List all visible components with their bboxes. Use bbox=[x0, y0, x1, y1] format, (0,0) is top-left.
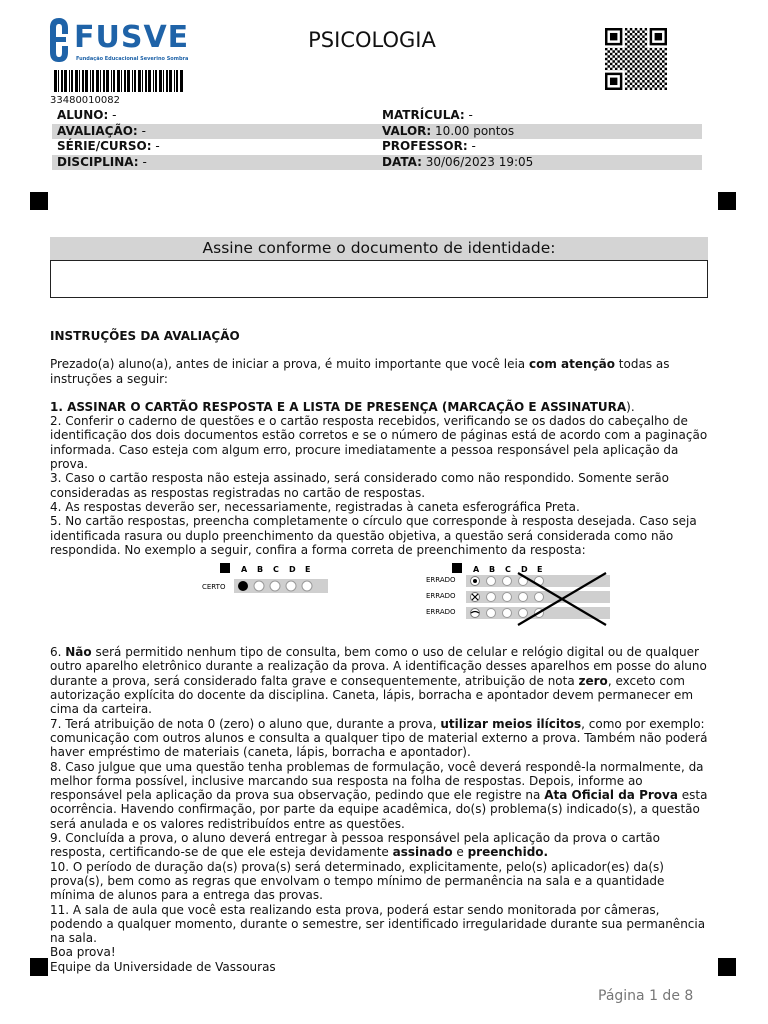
example-letter: D bbox=[521, 565, 528, 575]
course-label: SÉRIE/CURSO: bbox=[57, 139, 152, 153]
wrong-label: ERRADO bbox=[426, 608, 456, 617]
registration-value: - bbox=[468, 108, 473, 122]
registration-mark bbox=[30, 192, 48, 210]
course-value: - bbox=[155, 139, 160, 153]
subject-value: - bbox=[142, 154, 147, 169]
signoff-text: Equipe da Universidade de Vassouras bbox=[50, 959, 276, 974]
correct-label: CERTO bbox=[202, 583, 226, 592]
instruction-8: 8. Caso julgue que uma questão tenha problemas de formulação, você deverá respondê-la normalmente, da melhor forma possível, inclusive marcando sua resposta na folha de respostas. Depois, informe ao responsável pela aplicação da prova sua observação, pedindo que ele registre na Ata Oficial da Prova esta ocorrência. Havendo confirmação, por parte da equipe acadêmica, do(s) problema(s) indicado(s), a questão será anulada e os valores redistribuídos entre as questões. bbox=[50, 759, 708, 831]
evaluation-label: AVALIAÇÃO: bbox=[57, 123, 138, 138]
dot-mark bbox=[473, 579, 477, 583]
fusve-logo bbox=[48, 16, 188, 66]
date-label: DATA: bbox=[382, 154, 422, 169]
logo-wordmark: FUSVE bbox=[74, 20, 190, 55]
student-value: - bbox=[112, 108, 117, 122]
score-label: VALOR: bbox=[382, 123, 432, 138]
instruction-11: 11. A sala de aula que você esta realizando esta prova, poderá estar sendo monitorada por câmeras, podendo a qualquer momento, durante o semestre, ser identificado irregularidade durante sua permanência na sala. bbox=[50, 902, 706, 946]
barcode bbox=[54, 70, 186, 92]
fusve-logo-icon bbox=[48, 16, 70, 64]
example-letter: E bbox=[305, 565, 311, 575]
student-info-table bbox=[52, 108, 702, 170]
registration-mark bbox=[718, 192, 736, 210]
example-mark bbox=[220, 563, 230, 573]
logo-subtitle: Fundação Educacional Severino Sombra bbox=[76, 56, 189, 62]
signature-title: Assine conforme o documento de identidade: bbox=[50, 237, 708, 260]
registration-mark bbox=[718, 958, 736, 976]
instruction-10: 10. O período de duração da(s) prova(s) será determinado, explicitamente, pelo(s) aplicador(es) da(s) prova(s), bem como as regras que envolvam o tempo mínimo de permanência na sala e a quantidade mínima de alunos para a entrega das provas. bbox=[50, 859, 665, 903]
wrong-label: ERRADO bbox=[426, 576, 456, 585]
example-letter: C bbox=[273, 565, 279, 575]
professor-value: - bbox=[471, 139, 476, 153]
evaluation-value: - bbox=[141, 123, 146, 138]
wrong-example bbox=[426, 563, 612, 631]
empty-bubble bbox=[254, 581, 264, 591]
empty-bubble bbox=[286, 581, 296, 591]
example-letter: E bbox=[537, 565, 543, 575]
example-letter: A bbox=[473, 565, 480, 575]
page-number: Página 1 de 8 bbox=[598, 988, 694, 1004]
empty-bubble bbox=[302, 581, 312, 591]
instructions-heading: INSTRUÇÕES DA AVALIAÇÃO bbox=[50, 329, 240, 343]
example-letter: B bbox=[489, 565, 496, 575]
example-letter: D bbox=[289, 565, 296, 575]
instruction-2: 2. Conferir o caderno de questões e o cartão resposta recebidos, verificando se os dados do cabeçalho de identificação dos dois documentos estão corretos e se o número de páginas está de acordo com a paginação informada. Caso esteja com algum erro, procure imediatamente a pessoa responsável pela aplicação da prova. bbox=[50, 414, 708, 472]
instruction-5: 5. No cartão respostas, preencha completamente o círculo que corresponde à resposta desejada. Caso seja identificada rasura ou duplo preenchimento da questão objetiva, a questão será considerada como não respondida. No exemplo a seguir, confira a forma correta de preenchimento da resposta: bbox=[50, 514, 697, 557]
closing-text: Boa prova! bbox=[50, 945, 116, 960]
signature-box[interactable] bbox=[50, 260, 708, 298]
instruction-7: 7. Terá atribuição de nota 0 (zero) o aluno que, durante a prova, utilizar meios ilícitos, como por exemplo: comunicação com outros alunos e consulta a qualquer tipo de material externo a prova. Também não poderá haver empréstimo de materiais (caneta, lápis, borracha e apontador). bbox=[50, 716, 708, 760]
instructions-intro: Prezado(a) aluno(a), antes de iniciar a prova, é muito importante que você leia com atenção todas as instruções a seguir: bbox=[50, 357, 670, 386]
instruction-1: 1. ASSINAR O CARTÃO RESPOSTA E A LISTA DE PRESENÇA (MARCAÇÃO E ASSINATURA). bbox=[50, 399, 635, 414]
date-value: 30/06/2023 19:05 bbox=[425, 154, 534, 169]
instruction-6: 6. Não será permitido nenhum tipo de consulta, bem como o uso de celular e relógio digital ou de qualquer outro aparelho eletrônico durante a realização da prova. A identificação desses aparelhos em posse do aluno durante a prova, será considerado falta grave e consequentemente, atribuição de nota zero, exceto com autorização explícita do docente da disciplina. Caneta, lápis, borracha e apontador devem permanecer em cima da carteira. bbox=[50, 645, 707, 717]
info-row bbox=[52, 108, 702, 124]
correct-example bbox=[200, 563, 330, 597]
answer-example-figure bbox=[50, 559, 710, 633]
registration-label: MATRÍCULA: bbox=[382, 108, 465, 122]
page-title: PSICOLOGIA bbox=[308, 28, 436, 52]
info-row bbox=[52, 139, 702, 155]
example-mark bbox=[452, 563, 462, 573]
info-row bbox=[52, 155, 702, 171]
example-letter: B bbox=[257, 565, 264, 575]
answer-row-bg bbox=[234, 579, 328, 593]
instructions bbox=[50, 329, 710, 974]
registration-mark bbox=[30, 958, 48, 976]
student-label: ALUNO: bbox=[57, 108, 109, 122]
instruction-3: 3. Caso o cartão resposta não esteja assinado, será considerado como não respondido. Somente serão consideradas as respostas registradas no cartão de respostas. bbox=[50, 471, 669, 500]
wrong-label: ERRADO bbox=[426, 592, 456, 601]
example-letter: C bbox=[505, 565, 511, 575]
instruction-4: 4. As respostas deverão ser, necessariamente, registradas à caneta esferográfica Preta. bbox=[50, 499, 580, 514]
score-value: 10.00 pontos bbox=[435, 123, 515, 138]
filled-bubble bbox=[238, 581, 248, 591]
info-row bbox=[52, 124, 702, 140]
instruction-9: 9. Concluída a prova, o aluno deverá entregar à pessoa responsável pela aplicação da prova o cartão resposta, certificando-se de que ele esteja devidamente assinado e preenchido. bbox=[50, 831, 661, 860]
qr-code-icon bbox=[605, 28, 667, 90]
example-letter: A bbox=[241, 565, 248, 575]
subject-label: DISCIPLINA: bbox=[57, 154, 139, 169]
barcode-number: 33480010082 bbox=[50, 95, 120, 106]
professor-label: PROFESSOR: bbox=[382, 139, 468, 153]
empty-bubble bbox=[270, 581, 280, 591]
